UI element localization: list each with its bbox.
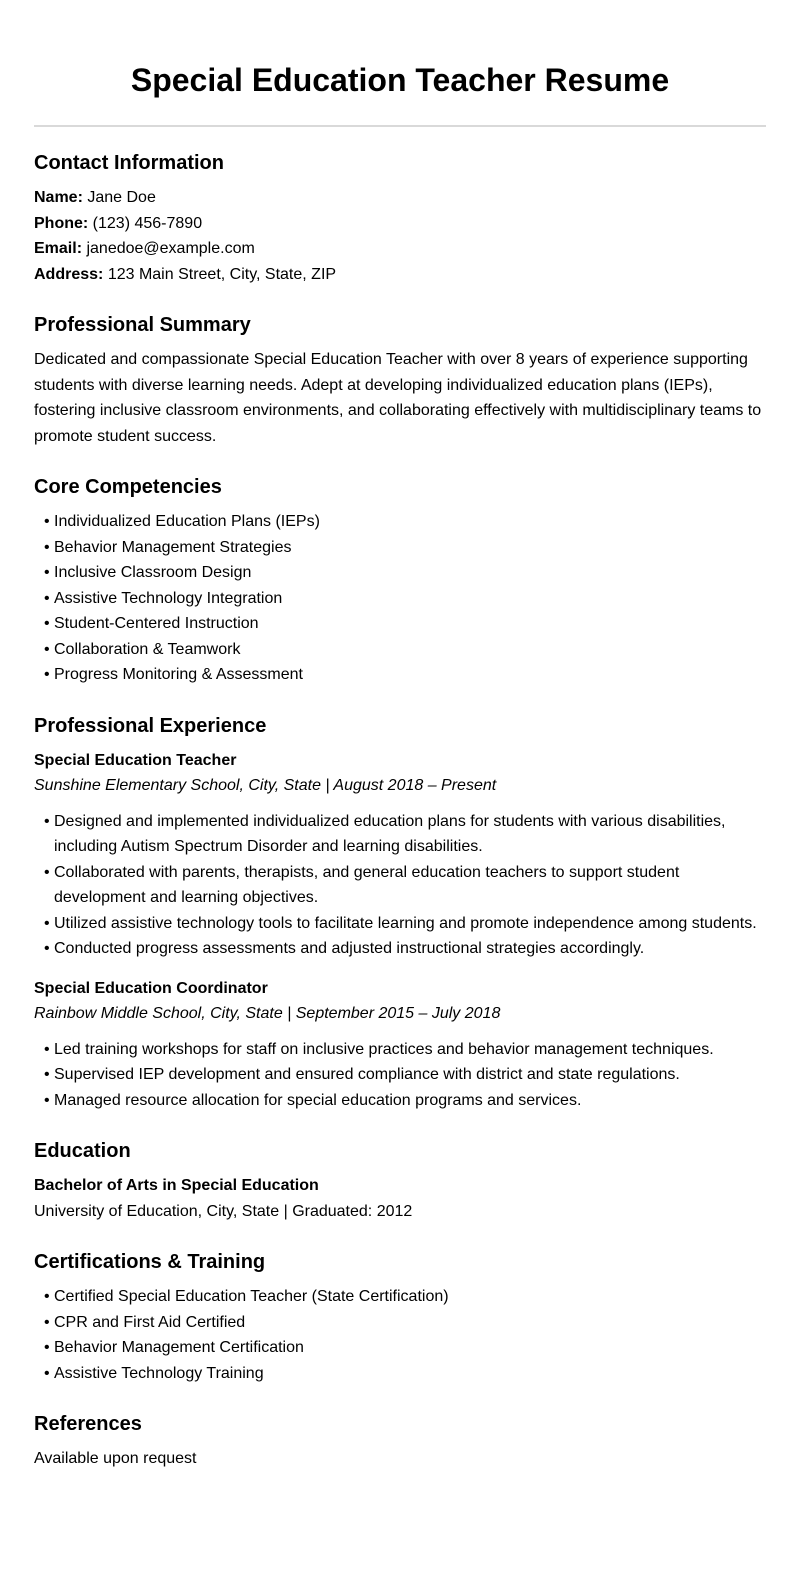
address-value: 123 Main Street, City, State, ZIP (107, 265, 337, 283)
contact-email-line (34, 236, 766, 262)
job-entry (34, 976, 766, 1114)
phone-value: (123) 456-7890 (92, 214, 203, 232)
references-section (34, 1410, 766, 1472)
title-divider (34, 125, 766, 127)
competencies-list (34, 509, 766, 688)
list-item: • Managed resource allocation for special education programs and services. (44, 1088, 766, 1114)
name-label: Name: (34, 189, 83, 206)
job-title: Special Education Coordinator (34, 979, 268, 997)
list-item: • Led training workshops for staff on inclusive practices and behavior management techniques. (44, 1037, 766, 1063)
job-meta: Sunshine Elementary School, City, State | August 2018 – Present (34, 777, 497, 794)
education-heading: Education (34, 1140, 131, 1162)
job-duties-list (34, 1037, 766, 1114)
certifications-heading: Certifications & Training (34, 1251, 266, 1273)
list-item: • Collaboration & Teamwork (44, 637, 766, 663)
email-label: Email: (34, 240, 83, 257)
education-section (34, 1137, 766, 1224)
phone-label: Phone: (34, 214, 89, 232)
list-item: • Behavior Management Strategies (44, 535, 766, 561)
contact-details (34, 185, 766, 287)
summary-section (34, 311, 766, 449)
contact-phone-line (34, 211, 766, 237)
experience-section (34, 712, 766, 1114)
list-item: • CPR and First Aid Certified (44, 1310, 766, 1336)
experience-heading: Professional Experience (34, 714, 267, 737)
email-value: janedoe@example.com (86, 240, 255, 257)
competencies-heading: Core Competencies (34, 476, 222, 498)
job-meta: Rainbow Middle School, City, State | September 2015 – July 2018 (34, 1005, 501, 1022)
list-item: • Assistive Technology Training (44, 1361, 766, 1387)
certifications-list (34, 1284, 766, 1386)
certifications-section (34, 1248, 766, 1386)
list-item: • Certified Special Education Teacher (State Certification) (44, 1284, 766, 1310)
job-title: Special Education Teacher (34, 751, 237, 769)
summary-text: Dedicated and compassionate Special Education Teacher with over 8 years of experience supporting students with diverse learning needs. Adept at developing individualized education plans (IEPs), fostering inclusive classroom environments, and collaborating effectively with multidisciplinary teams to promote student success. (34, 351, 762, 445)
job-entry (34, 748, 766, 962)
list-item: • Student-Centered Instruction (44, 611, 766, 637)
list-item: • Inclusive Classroom Design (44, 560, 766, 586)
summary-heading: Professional Summary (34, 314, 251, 336)
degree-title: Bachelor of Arts in Special Education (34, 1177, 319, 1194)
name-value: Jane Doe (87, 189, 156, 206)
list-item: • Collaborated with parents, therapists, and general education teachers to support student development and learning objectives. (44, 860, 766, 911)
list-item: • Progress Monitoring & Assessment (44, 662, 766, 688)
references-text: Available upon request (34, 1450, 197, 1467)
job-duties-list (34, 809, 766, 962)
page-title: Special Education Teacher Resume (130, 62, 670, 98)
references-heading: References (34, 1413, 142, 1435)
education-meta: University of Education, City, State | Graduated: 2012 (34, 1202, 413, 1220)
list-item: • Supervised IEP development and ensured compliance with district and state regulations. (44, 1062, 766, 1088)
contact-heading: Contact Information (34, 152, 224, 174)
contact-address-line (34, 262, 766, 288)
competencies-section (34, 473, 766, 688)
list-item: • Individualized Education Plans (IEPs) (44, 509, 766, 535)
list-item: • Assistive Technology Integration (44, 586, 766, 612)
list-item: • Designed and implemented individualized education plans for students with various disabilities, including Autism Spectrum Disorder and learning disabilities. (44, 809, 766, 860)
address-label: Address: (34, 265, 104, 283)
list-item: • Behavior Management Certification (44, 1335, 766, 1361)
contact-section (34, 149, 766, 287)
list-item: • Utilized assistive technology tools to facilitate learning and promote independence among students. (44, 911, 766, 937)
contact-name-line (34, 185, 766, 211)
list-item: • Conducted progress assessments and adjusted instructional strategies accordingly. (44, 936, 766, 962)
